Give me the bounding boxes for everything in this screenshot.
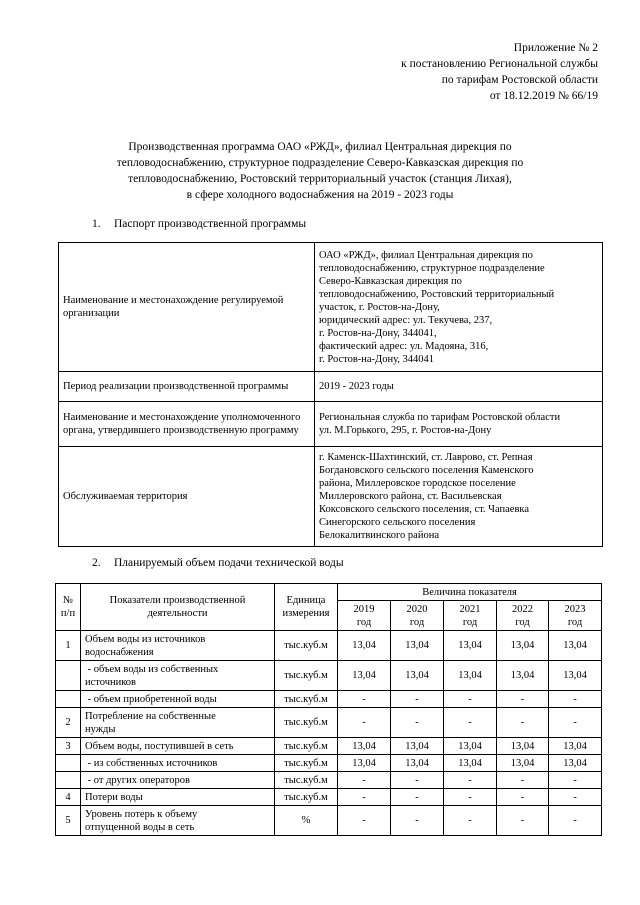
passport-value <box>315 402 603 447</box>
row-indicator <box>81 661 275 691</box>
row-unit: % <box>275 806 338 836</box>
section-number: 2. <box>92 557 101 569</box>
row-indicator <box>81 631 275 661</box>
passport-value <box>315 447 603 547</box>
value-line: г. Ростов-на-Дону, 344041 <box>319 353 435 365</box>
row-value: - <box>497 708 549 738</box>
row-value: - <box>338 806 391 836</box>
table-row <box>56 691 602 708</box>
appendix-line: по тарифам Ростовской области <box>441 74 598 86</box>
row-value: 13,04 <box>444 755 497 772</box>
value-line: района, Миллеровское городское поселение <box>319 478 516 489</box>
year-header <box>444 601 497 631</box>
indicator-line: - от других операторов <box>85 774 190 786</box>
year-number: 2023 <box>564 603 586 615</box>
row-value: 13,04 <box>391 755 444 772</box>
row-number <box>56 772 81 789</box>
volume-table-body <box>56 631 602 836</box>
row-value: - <box>444 691 497 708</box>
appendix-line: Приложение № 2 <box>513 42 598 54</box>
row-unit: тыс.куб.м <box>275 772 338 789</box>
row-indicator <box>81 806 275 836</box>
row-value: - <box>444 806 497 836</box>
row-value: - <box>549 789 602 806</box>
row-value: 13,04 <box>549 631 602 661</box>
indicator-line: - объем приобретенной воды <box>85 693 217 705</box>
indicator-line: Потребление на собственные <box>85 710 216 722</box>
header-line: № <box>62 595 74 606</box>
indicator-line: - из собственных источников <box>85 757 218 769</box>
row-value: - <box>391 789 444 806</box>
row-unit: тыс.куб.м <box>275 661 338 691</box>
appendix-date-line: от 18.12.2019 № 66/19 <box>489 90 598 102</box>
col-header-indicator <box>81 584 275 631</box>
table-row <box>56 772 602 789</box>
year-word: год <box>515 616 530 628</box>
row-value: - <box>338 708 391 738</box>
year-number: 2021 <box>459 603 481 615</box>
passport-label: Период реализации производственной программы <box>59 372 315 402</box>
row-number <box>56 691 81 708</box>
year-number: 2020 <box>406 603 428 615</box>
row-value: - <box>497 772 549 789</box>
row-value: 13,04 <box>338 631 391 661</box>
title-line: в сфере холодного водоснабжения на 2019 - 2023 годы <box>186 189 454 201</box>
year-header <box>549 601 602 631</box>
row-number: 1 <box>56 631 81 661</box>
row-indicator <box>81 708 275 738</box>
table-row <box>56 789 602 806</box>
row-indicator <box>81 738 275 755</box>
header-line: п/п <box>60 608 76 619</box>
passport-row-territory <box>59 447 603 547</box>
row-indicator <box>81 755 275 772</box>
row-value: - <box>338 789 391 806</box>
indicator-line: Объем воды из источников <box>85 633 206 645</box>
indicator-line: водоснабжения <box>85 646 154 658</box>
row-value: 13,04 <box>391 661 444 691</box>
row-unit: тыс.куб.м <box>275 708 338 738</box>
value-line: участок, г. Ростов-на-Дону, <box>319 301 440 313</box>
row-value: - <box>497 789 549 806</box>
row-unit: тыс.куб.м <box>275 789 338 806</box>
row-value: 13,04 <box>391 631 444 661</box>
value-line: Миллеровского района, ст. Васильевская <box>319 491 502 502</box>
value-line: тепловодоснабжению, Ростовский территориальный <box>319 288 555 300</box>
row-value: 13,04 <box>549 738 602 755</box>
row-value: 13,04 <box>497 661 549 691</box>
row-unit: тыс.куб.м <box>275 631 338 661</box>
header-line: деятельности <box>147 608 208 619</box>
passport-row-authority <box>59 402 603 447</box>
passport-label: Наименование и местонахождение уполномоченного органа, утвердившего производственную программу <box>59 402 315 447</box>
indicator-line: - объем воды из собственных <box>85 663 219 675</box>
row-value: 13,04 <box>549 661 602 691</box>
title-line: тепловодоснабжению, структурное подразделение Северо-Кавказская дирекция по <box>116 157 524 169</box>
row-number <box>56 661 81 691</box>
row-unit: тыс.куб.м <box>275 755 338 772</box>
year-header <box>497 601 549 631</box>
row-number: 3 <box>56 738 81 755</box>
indicator-line: источников <box>85 676 137 688</box>
value-line: Коксовского сельского поселения, ст. Чапаевка <box>319 504 530 515</box>
section-1-heading <box>92 218 306 230</box>
value-line: Белокалитвинского района <box>319 530 439 541</box>
col-header-value: Величина показателя <box>338 584 602 601</box>
row-value: - <box>391 708 444 738</box>
row-value: - <box>444 772 497 789</box>
document-title <box>60 139 580 203</box>
row-value: - <box>549 691 602 708</box>
year-word: год <box>409 616 425 628</box>
value-line: Синегорского сельского поселения <box>319 517 476 528</box>
table-row <box>56 631 602 661</box>
row-value: 13,04 <box>444 738 497 755</box>
title-line: тепловодоснабжению, Ростовский территориальный участок (станция Лихая), <box>128 173 512 185</box>
row-value: 13,04 <box>338 755 391 772</box>
appendix-line: к постановлению Региональной службы <box>401 58 598 70</box>
year-word: год <box>356 616 372 628</box>
year-word: год <box>462 616 478 628</box>
section-2-heading <box>92 557 344 569</box>
row-value: 13,04 <box>391 738 444 755</box>
value-line: Богдановского сельского поселения Каменского <box>319 465 534 476</box>
passport-value: 2019 - 2023 годы <box>315 372 603 402</box>
value-line: г. Ростов-на-Дону, 344041, <box>319 327 437 339</box>
value-line: ул. М.Горького, 295, г. Ростов-на-Дону <box>319 425 492 436</box>
table-row <box>56 661 602 691</box>
row-value: - <box>497 806 549 836</box>
row-value: - <box>338 772 391 789</box>
table-row <box>56 708 602 738</box>
row-indicator <box>81 691 275 708</box>
section-title: Планируемый объем подачи технической воды <box>114 557 344 569</box>
indicator-line: отпущенной воды в сеть <box>85 821 195 833</box>
year-number: 2022 <box>512 603 533 615</box>
indicator-line: Уровень потерь к объему <box>85 808 198 820</box>
row-value: 13,04 <box>497 631 549 661</box>
year-word: год <box>567 616 583 628</box>
header-line: измерения <box>282 608 330 619</box>
row-indicator <box>81 772 275 789</box>
row-number: 5 <box>56 806 81 836</box>
value-line: юридический адрес: ул. Текучева, 237, <box>319 314 493 326</box>
year-number: 2019 <box>353 603 375 615</box>
year-header <box>391 601 444 631</box>
row-value: 13,04 <box>444 631 497 661</box>
table-row <box>56 755 602 772</box>
row-value: - <box>391 691 444 708</box>
value-line: Региональная служба по тарифам Ростовской области <box>319 412 561 423</box>
row-value: - <box>338 691 391 708</box>
value-line: ОАО «РЖД», филиал Центральная дирекция по <box>319 249 533 261</box>
indicator-line: Потери воды <box>85 791 143 803</box>
row-value: - <box>549 806 602 836</box>
value-line: фактический адрес: ул. Мадояна, 316, <box>319 340 489 352</box>
table-row <box>56 738 602 755</box>
value-line: г. Каменск-Шахтинский, ст. Лаврово, ст. Репная <box>319 452 533 463</box>
row-value: - <box>391 806 444 836</box>
passport-row-organization <box>59 243 603 372</box>
section-title: Паспорт производственной программы <box>114 218 307 230</box>
row-unit: тыс.куб.м <box>275 691 338 708</box>
passport-value <box>315 243 603 372</box>
header-line: Единица <box>286 595 326 606</box>
row-indicator <box>81 789 275 806</box>
row-value: 13,04 <box>497 755 549 772</box>
title-line: Производственная программа ОАО «РЖД», филиал Центральная дирекция по <box>128 141 512 153</box>
passport-label: Обслуживаемая территория <box>59 447 315 547</box>
table-header-row <box>56 584 602 601</box>
appendix-header <box>348 40 598 104</box>
col-header-unit <box>275 584 338 631</box>
row-number: 2 <box>56 708 81 738</box>
indicator-line: нужды <box>85 723 116 735</box>
row-number <box>56 755 81 772</box>
row-value: - <box>391 772 444 789</box>
row-value: 13,04 <box>549 755 602 772</box>
indicator-line: Объем воды, поступившей в сеть <box>85 740 234 752</box>
row-value: - <box>549 708 602 738</box>
row-value: 13,04 <box>497 738 549 755</box>
passport-label: Наименование и местонахождение регулируемой организации <box>59 243 315 372</box>
section-number: 1. <box>92 218 101 230</box>
row-value: - <box>444 789 497 806</box>
row-number: 4 <box>56 789 81 806</box>
value-line: тепловодоснабжению, структурное подразделение <box>319 262 545 274</box>
table-row <box>56 806 602 836</box>
col-header-number <box>56 584 81 631</box>
passport-row-period <box>59 372 603 402</box>
row-value: 13,04 <box>338 738 391 755</box>
volume-table <box>55 583 602 836</box>
row-value: - <box>497 691 549 708</box>
row-value: - <box>444 708 497 738</box>
row-value: - <box>549 772 602 789</box>
row-value: 13,04 <box>338 661 391 691</box>
row-unit: тыс.куб.м <box>275 738 338 755</box>
row-value: 13,04 <box>444 661 497 691</box>
value-line: Северо-Кавказская дирекция по <box>319 275 462 287</box>
header-line: Показатели производственной <box>109 595 246 606</box>
year-header <box>338 601 391 631</box>
passport-table <box>58 242 603 547</box>
